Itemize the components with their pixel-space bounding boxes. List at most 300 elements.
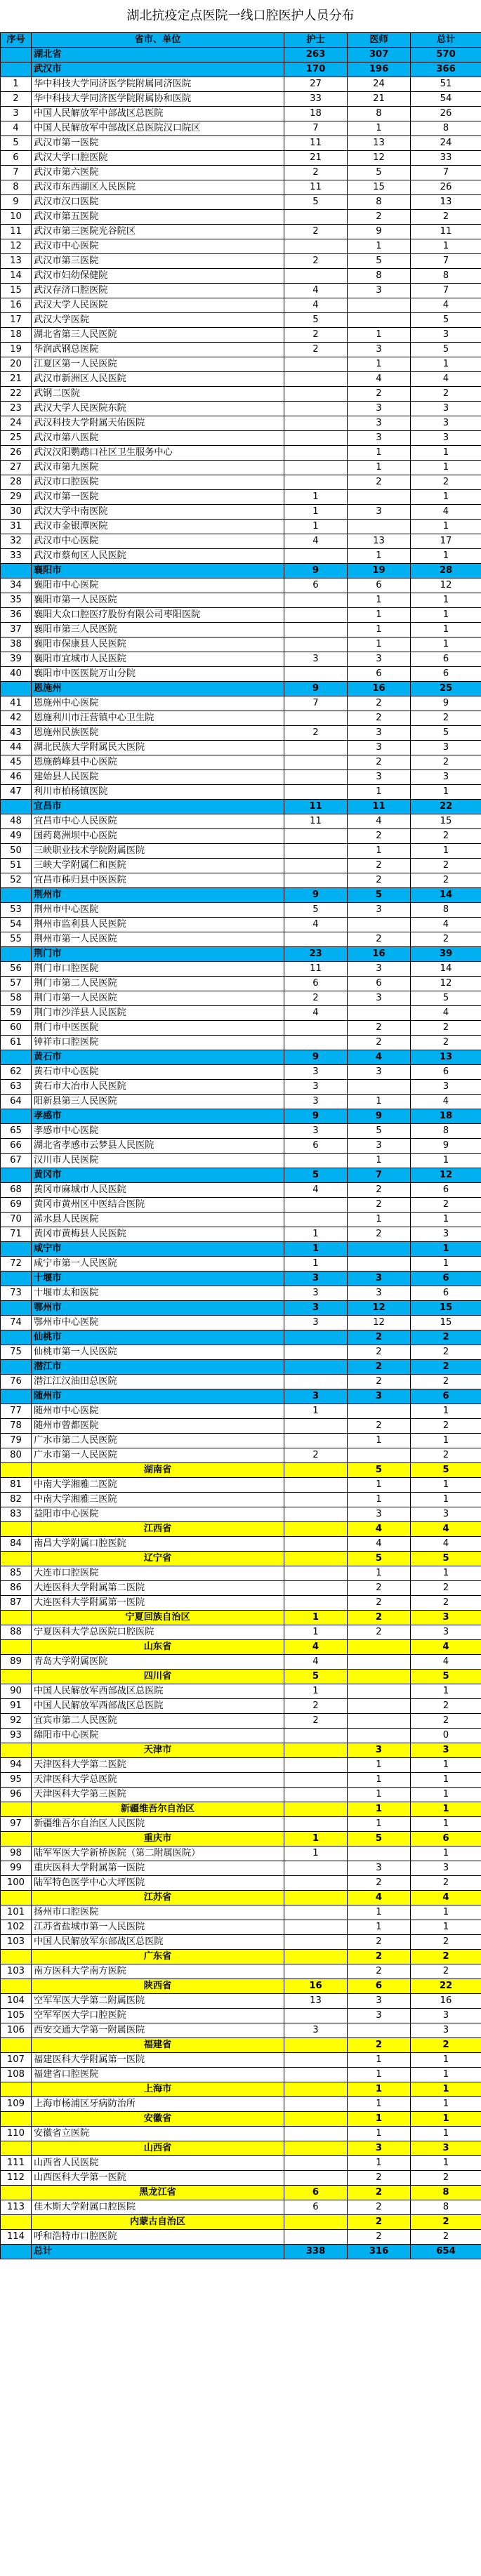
cell-doctors: 196 (348, 62, 411, 77)
cell-total: 12 (411, 1168, 481, 1183)
cell-unit: 中南大学湘雅三医院 (32, 1493, 284, 1507)
cell-unit: 呼和浩特市口腔医院 (32, 2230, 284, 2245)
cell-doctors: 1 (348, 1905, 411, 1920)
cell-index: 69 (1, 1198, 32, 1213)
table-row (1, 372, 481, 387)
cell-unit: 襄阳市中心医院 (32, 579, 284, 593)
cell-unit: 武汉市中心医院 (32, 239, 284, 254)
cell-total: 4 (411, 1537, 481, 1552)
table-row (1, 1404, 481, 1419)
cell-nurses (284, 1419, 348, 1434)
cell-unit: 上海市 (32, 2082, 284, 2097)
table-row (1, 1345, 481, 1360)
province-row (1, 1522, 481, 1537)
cell-nurses (284, 638, 348, 652)
cell-nurses (284, 1876, 348, 1891)
cell-unit: 武汉大学中南医院 (32, 505, 284, 520)
cell-total: 2 (411, 1714, 481, 1729)
cell-total: 2 (411, 829, 481, 844)
cell-doctors: 2 (348, 2215, 411, 2230)
cell-doctors: 6 (348, 977, 411, 991)
cell-unit: 荆门市口腔医院 (32, 962, 284, 977)
cell-nurses: 9 (284, 1109, 348, 1124)
cell-doctors: 3 (348, 652, 411, 667)
cell-doctors: 3 (348, 1861, 411, 1876)
cell-total: 3 (411, 1611, 481, 1625)
cell-nurses: 4 (284, 1655, 348, 1670)
cell-nurses (284, 608, 348, 623)
cell-index: 11 (1, 225, 32, 239)
cell-index: 57 (1, 977, 32, 991)
table-row (1, 284, 481, 298)
cell-doctors: 1 (348, 549, 411, 564)
cell-total: 1 (411, 623, 481, 638)
cell-unit: 中南大学湘雅二医院 (32, 1478, 284, 1493)
cell-nurses: 3 (284, 2023, 348, 2038)
cell-unit: 江苏省盐城市第一人民医院 (32, 1920, 284, 1935)
cell-nurses: 9 (284, 1050, 348, 1065)
cell-unit: 内蒙古自治区 (32, 2215, 284, 2230)
cell-unit: 华润武钢总医院 (32, 343, 284, 357)
cell-nurses (284, 357, 348, 372)
cell-unit: 武汉市蔡甸区人民医院 (32, 549, 284, 564)
cell-unit: 武汉市口腔医院 (32, 475, 284, 490)
cell-doctors (348, 1080, 411, 1095)
cell-nurses: 3 (284, 1080, 348, 1095)
cell-index: 32 (1, 534, 32, 549)
cell-doctors: 1 (348, 461, 411, 475)
cell-doctors (348, 1699, 411, 1714)
cell-total: 2 (411, 1036, 481, 1050)
cell-index (1, 2186, 32, 2200)
cell-nurses: 16 (284, 1979, 348, 1994)
cell-doctors: 3 (348, 1507, 411, 1522)
cell-nurses (284, 1566, 348, 1581)
cell-unit: 荆门市第一人民医院 (32, 991, 284, 1006)
cell-nurses (284, 372, 348, 387)
province-row (1, 1743, 481, 1758)
table-row (1, 1448, 481, 1463)
cell-doctors: 2 (348, 2171, 411, 2186)
cell-unit: 汉川市人民医院 (32, 1154, 284, 1168)
table-row (1, 1183, 481, 1198)
cell-doctors: 4 (348, 1522, 411, 1537)
cell-doctors: 8 (348, 195, 411, 210)
cell-index (1, 800, 32, 814)
table-row (1, 1596, 481, 1611)
city-row (1, 1109, 481, 1124)
cell-unit: 陕西省 (32, 1979, 284, 1994)
cell-index: 42 (1, 711, 32, 726)
cell-index: 38 (1, 638, 32, 652)
cell-total: 1 (411, 1213, 481, 1227)
cell-nurses: 1 (284, 1257, 348, 1272)
cell-doctors: 3 (348, 903, 411, 918)
cell-unit: 黄冈市 (32, 1168, 284, 1183)
sheet-title: 湖北抗疫定点医院一线口腔医护人员分布 (126, 8, 355, 23)
cell-total: 2 (411, 1345, 481, 1360)
cell-doctors: 3 (348, 1139, 411, 1154)
cell-index: 3 (1, 107, 32, 121)
cell-total: 8 (411, 1124, 481, 1139)
cell-total: 5 (411, 1463, 481, 1478)
province-row (1, 2141, 481, 2156)
cell-index: 101 (1, 1905, 32, 1920)
province-row (1, 2082, 481, 2097)
cell-doctors: 2 (348, 859, 411, 873)
cell-nurses (284, 1021, 348, 1036)
cell-unit: 天津医科大学第二医院 (32, 1758, 284, 1773)
cell-total: 9 (411, 696, 481, 711)
cell-unit: 三峡大学附属仁和医院 (32, 859, 284, 873)
cell-nurses: 1 (284, 505, 348, 520)
cell-total: 3 (411, 402, 481, 416)
cell-doctors (348, 1006, 411, 1021)
table-row (1, 269, 481, 284)
cell-total: 12 (411, 977, 481, 991)
table-row (1, 652, 481, 667)
cell-total: 6 (411, 1286, 481, 1301)
cell-total: 5 (411, 991, 481, 1006)
table-row (1, 254, 481, 269)
table-row (1, 623, 481, 638)
cell-doctors: 8 (348, 107, 411, 121)
cell-nurses (284, 1891, 348, 1905)
cell-index: 59 (1, 1006, 32, 1021)
cell-total: 2 (411, 755, 481, 770)
cell-doctors: 307 (348, 48, 411, 62)
cell-index: 44 (1, 741, 32, 755)
province-row (1, 2038, 481, 2053)
cell-unit: 仙桃市第一人民医院 (32, 1345, 284, 1360)
cell-nurses (284, 1463, 348, 1478)
table-row (1, 991, 481, 1006)
cell-total: 13 (411, 195, 481, 210)
cell-nurses: 4 (284, 298, 348, 313)
province-row (1, 1670, 481, 1684)
cell-total: 2 (411, 711, 481, 726)
cell-total: 6 (411, 1272, 481, 1286)
table-row (1, 2068, 481, 2082)
cell-unit: 中国人民解放军西部战区总医院 (32, 1684, 284, 1699)
cell-index: 72 (1, 1257, 32, 1272)
cell-nurses: 5 (284, 313, 348, 328)
cell-total: 54 (411, 92, 481, 107)
cell-total: 15 (411, 1301, 481, 1316)
cell-nurses (284, 1596, 348, 1611)
cell-nurses: 21 (284, 151, 348, 166)
cell-doctors: 13 (348, 136, 411, 151)
cell-index (1, 48, 32, 62)
cell-total: 6 (411, 652, 481, 667)
table-row (1, 2053, 481, 2068)
cell-nurses: 2 (284, 1699, 348, 1714)
cell-total: 2 (411, 387, 481, 402)
cell-doctors: 2 (348, 711, 411, 726)
table-row (1, 711, 481, 726)
table-row (1, 107, 481, 121)
cell-unit: 荆门市中医医院 (32, 1021, 284, 1036)
cell-doctors: 3 (348, 343, 411, 357)
cell-index: 96 (1, 1788, 32, 1802)
cell-nurses (284, 2097, 348, 2112)
cell-doctors: 1 (348, 1154, 411, 1168)
cell-doctors: 4 (348, 372, 411, 387)
cell-doctors: 3 (348, 284, 411, 298)
cell-doctors: 2 (348, 696, 411, 711)
cell-index: 102 (1, 1920, 32, 1935)
cell-nurses: 27 (284, 77, 348, 92)
cell-unit: 南方医科大学南方医院 (32, 1964, 284, 1979)
cell-doctors: 1 (348, 1478, 411, 1493)
cell-total: 0 (411, 1729, 481, 1743)
cell-nurses: 9 (284, 888, 348, 903)
cell-doctors: 5 (348, 888, 411, 903)
table-row (1, 1478, 481, 1493)
cell-total: 8 (411, 2186, 481, 2200)
cell-total: 4 (411, 1522, 481, 1537)
cell-doctors (348, 1655, 411, 1670)
cell-unit: 荆州市第一人民医院 (32, 932, 284, 947)
cell-unit: 襄阳市第一人民医院 (32, 593, 284, 608)
table-row (1, 1213, 481, 1227)
cell-nurses: 3 (284, 1301, 348, 1316)
cell-nurses: 1 (284, 1832, 348, 1847)
table-row (1, 1876, 481, 1891)
cell-total: 39 (411, 947, 481, 962)
cell-nurses: 6 (284, 579, 348, 593)
cell-unit: 武汉市第八医院 (32, 431, 284, 446)
cell-nurses: 6 (284, 2186, 348, 2200)
table-row (1, 785, 481, 800)
cell-index: 12 (1, 239, 32, 254)
cell-doctors: 1 (348, 593, 411, 608)
cell-nurses: 4 (284, 1006, 348, 1021)
cell-nurses: 9 (284, 682, 348, 696)
table-row (1, 844, 481, 859)
cell-nurses (284, 785, 348, 800)
cell-index (1, 1050, 32, 1065)
cell-index: 75 (1, 1345, 32, 1360)
cell-doctors: 5 (348, 254, 411, 269)
table-row (1, 977, 481, 991)
table-row (1, 475, 481, 490)
table-row (1, 918, 481, 932)
cell-total: 3 (411, 2009, 481, 2023)
cell-index: 7 (1, 166, 32, 180)
cell-doctors: 2 (348, 1876, 411, 1891)
cell-nurses: 5 (284, 903, 348, 918)
cell-index: 36 (1, 608, 32, 623)
table-row (1, 151, 481, 166)
cell-total: 16 (411, 1994, 481, 2009)
cell-index: 103 (1, 1964, 32, 1979)
cell-index: 5 (1, 136, 32, 151)
cell-doctors: 2 (348, 1581, 411, 1596)
cell-doctors: 3 (348, 2009, 411, 2023)
table-row (1, 1817, 481, 1832)
cell-total: 2 (411, 1876, 481, 1891)
province-row (1, 1832, 481, 1847)
cell-unit: 武汉汉阳鹦鹉口社区卫生服务中心 (32, 446, 284, 461)
cell-nurses (284, 1950, 348, 1964)
cell-nurses: 2 (284, 328, 348, 343)
cell-unit: 潜江江汉油田总医院 (32, 1375, 284, 1389)
cell-doctors: 3 (348, 770, 411, 785)
cell-unit: 武汉市金银潭医院 (32, 520, 284, 534)
city-row (1, 682, 481, 696)
cell-doctors: 12 (348, 1316, 411, 1330)
cell-doctors: 5 (348, 1463, 411, 1478)
table-row (1, 1964, 481, 1979)
cell-doctors: 2 (348, 2186, 411, 2200)
cell-index: 109 (1, 2097, 32, 2112)
cell-index: 103 (1, 1935, 32, 1950)
cell-doctors: 12 (348, 1301, 411, 1316)
table-row (1, 1788, 481, 1802)
cell-total: 14 (411, 962, 481, 977)
cell-total: 2 (411, 2230, 481, 2245)
cell-doctors: 6 (348, 667, 411, 682)
cell-unit: 恩施州民族医院 (32, 726, 284, 741)
cell-nurses: 170 (284, 62, 348, 77)
cell-unit: 宁夏回族自治区 (32, 1611, 284, 1625)
cell-total: 8 (411, 2200, 481, 2215)
table-row (1, 2230, 481, 2245)
cell-unit: 襄阳市宜城市人民医院 (32, 652, 284, 667)
cell-doctors: 1 (348, 2097, 411, 2112)
cell-nurses (284, 667, 348, 682)
cell-doctors: 2 (348, 1183, 411, 1198)
cell-nurses: 4 (284, 534, 348, 549)
cell-doctors (348, 1404, 411, 1419)
cell-total: 2 (411, 859, 481, 873)
cell-total: 1 (411, 461, 481, 475)
cell-index: 41 (1, 696, 32, 711)
cell-index (1, 1743, 32, 1758)
cell-doctors: 2 (348, 932, 411, 947)
cell-unit: 福建省 (32, 2038, 284, 2053)
cell-nurses (284, 1213, 348, 1227)
cell-unit: 江苏省 (32, 1891, 284, 1905)
cell-unit: 随州市曾都医院 (32, 1419, 284, 1434)
cell-unit: 辽宁省 (32, 1552, 284, 1566)
cell-total: 3 (411, 770, 481, 785)
cell-unit: 咸宁市第一人民医院 (32, 1257, 284, 1272)
cell-doctors (348, 1847, 411, 1861)
cell-index: 111 (1, 2156, 32, 2171)
cell-unit: 荆门市 (32, 947, 284, 962)
cell-index: 45 (1, 755, 32, 770)
table-row (1, 534, 481, 549)
cell-index: 112 (1, 2171, 32, 2186)
cell-doctors: 19 (348, 564, 411, 579)
province-row (1, 1802, 481, 1817)
table-row (1, 770, 481, 785)
cell-nurses (284, 269, 348, 284)
cell-doctors: 2 (348, 1375, 411, 1389)
cell-total: 2 (411, 1581, 481, 1596)
table-row (1, 1920, 481, 1935)
cell-total: 1 (411, 357, 481, 372)
table-row (1, 1625, 481, 1640)
cell-index: 80 (1, 1448, 32, 1463)
cell-unit: 襄阳市第三人民医院 (32, 623, 284, 638)
table-row (1, 579, 481, 593)
cell-nurses (284, 1493, 348, 1507)
cell-doctors: 3 (348, 962, 411, 977)
city-row (1, 1050, 481, 1065)
cell-index: 53 (1, 903, 32, 918)
cell-total: 1 (411, 1493, 481, 1507)
table-row (1, 1566, 481, 1581)
cell-total: 1 (411, 549, 481, 564)
city-row (1, 947, 481, 962)
cell-unit: 武汉市中心医院 (32, 534, 284, 549)
cell-nurses (284, 2141, 348, 2156)
cell-total: 1 (411, 2112, 481, 2127)
cell-nurses (284, 1522, 348, 1537)
table-row (1, 2023, 481, 2038)
cell-unit: 利川市柏杨镇医院 (32, 785, 284, 800)
cell-unit: 广东省 (32, 1950, 284, 1964)
cell-total: 1 (411, 520, 481, 534)
cell-doctors: 4 (348, 1050, 411, 1065)
cell-doctors: 3 (348, 431, 411, 446)
table-row (1, 1773, 481, 1788)
cell-index: 89 (1, 1655, 32, 1670)
province-row (1, 2112, 481, 2127)
cell-index: 79 (1, 1434, 32, 1448)
cell-total: 1 (411, 1788, 481, 1802)
cell-total: 28 (411, 564, 481, 579)
cell-index (1, 1802, 32, 1817)
cell-index: 14 (1, 269, 32, 284)
cell-total: 4 (411, 298, 481, 313)
cell-total: 11 (411, 225, 481, 239)
cell-unit: 华中科技大学同济医学院附属协和医院 (32, 92, 284, 107)
cell-unit: 黄石市 (32, 1050, 284, 1065)
cell-nurses (284, 1758, 348, 1773)
table-row (1, 520, 481, 534)
cell-index (1, 2038, 32, 2053)
cell-total: 3 (411, 1625, 481, 1640)
cell-nurses: 1 (284, 1404, 348, 1419)
cell-doctors: 3 (348, 1272, 411, 1286)
cell-unit: 武汉市第九医院 (32, 461, 284, 475)
cell-total: 14 (411, 888, 481, 903)
city-row (1, 800, 481, 814)
cell-nurses (284, 2082, 348, 2097)
cell-unit: 鄂州市中心医院 (32, 1316, 284, 1330)
cell-index: 99 (1, 1861, 32, 1876)
table-row (1, 932, 481, 947)
cell-unit: 空军军医大学第二附属医院 (32, 1994, 284, 2009)
cell-total: 6 (411, 1832, 481, 1847)
cell-index: 90 (1, 1684, 32, 1699)
cell-total: 1 (411, 638, 481, 652)
cell-unit: 恩施利川市汪营镇中心卫生院 (32, 711, 284, 726)
cell-doctors: 12 (348, 151, 411, 166)
table-row (1, 2156, 481, 2171)
cell-nurses (284, 210, 348, 225)
cell-nurses (284, 1552, 348, 1566)
cell-nurses (284, 387, 348, 402)
cell-nurses: 4 (284, 1183, 348, 1198)
cell-nurses: 2 (284, 1448, 348, 1463)
cell-total: 6 (411, 1065, 481, 1080)
cell-nurses (284, 549, 348, 564)
